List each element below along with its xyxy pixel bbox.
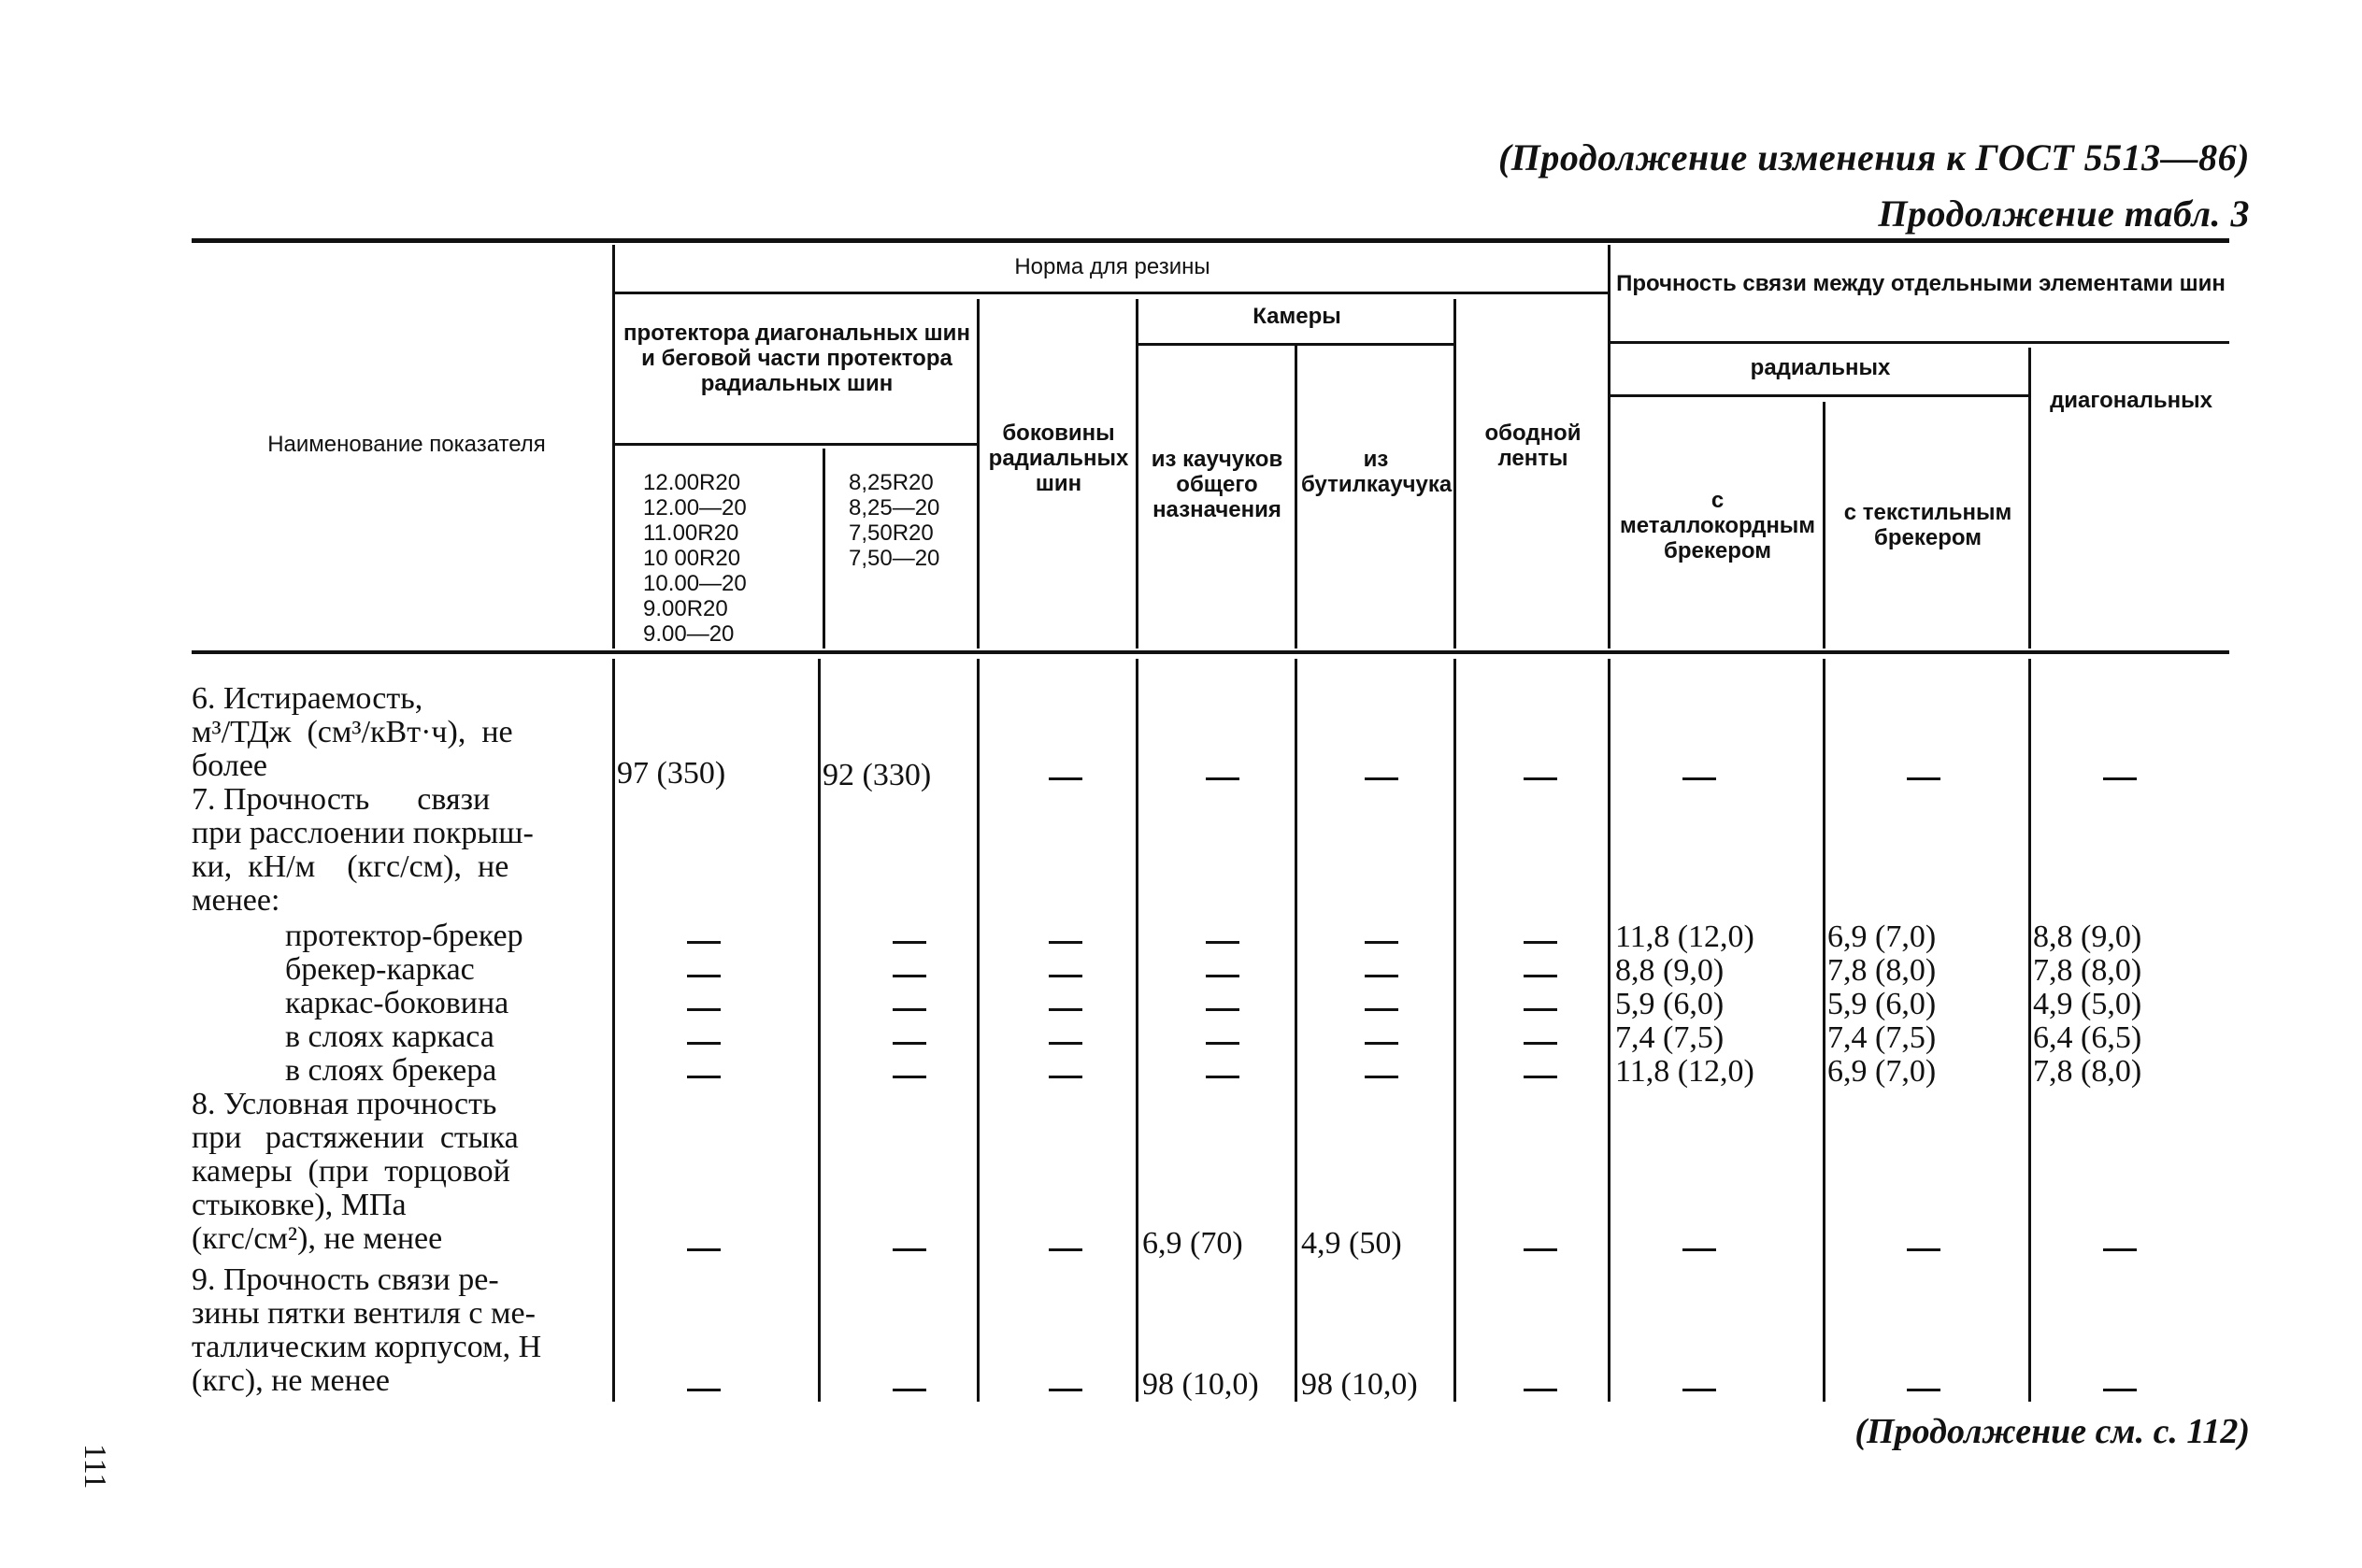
body-divider (2028, 659, 2031, 1402)
row-7-diag-4: 6,4 (6,5) (2033, 1020, 2142, 1055)
tread-sizes-group-a: 12.00R20 12.00—20 11.00R20 10 00R20 10.00—20 9.00R20 9.00—20 (643, 470, 747, 647)
row-7-diag-2: 7,8 (8,0) (2033, 953, 2142, 988)
row-9-dash (1049, 1389, 1082, 1391)
header-bottom-rule (192, 650, 2229, 654)
header-divider (1136, 299, 1138, 649)
row-7-dash (1524, 941, 1557, 944)
row-7-dash (1049, 1042, 1082, 1045)
row-7-dash (1049, 1076, 1082, 1078)
tread-sizes-group-b: 8,25R20 8,25—20 7,50R20 7,50—20 (849, 470, 940, 571)
body-divider (818, 659, 821, 1402)
column-header-rim-tape: ободной ленты (1484, 421, 1582, 471)
row-8-dash (1682, 1248, 1716, 1251)
row-6-dash (1524, 777, 1557, 780)
row-7-dash (687, 1008, 721, 1011)
row-6-dash (1365, 777, 1398, 780)
row-7-dash (1524, 1076, 1557, 1078)
row-9-tube-butyl-value: 98 (10,0) (1301, 1367, 1418, 1402)
row-6-tread-b-value: 92 (330) (823, 758, 932, 792)
group-header-strength: Прочность связи между отдельными элементами шин (1616, 271, 2226, 296)
row-7-dash (1365, 941, 1398, 944)
group-header-norm: Норма для резины (1014, 254, 1210, 279)
header-divider (1295, 346, 1297, 649)
row-7-dash (1365, 1008, 1398, 1011)
row-6-dash (1049, 777, 1082, 780)
header-divider (977, 299, 980, 649)
body-divider (1136, 659, 1138, 1402)
body-divider (1453, 659, 1456, 1402)
row-9-indicator: 9. Прочность связи ре- зины пятки вентиля с ме- таллическим корпусом, Н (кгс), не менее (192, 1262, 542, 1398)
column-header-tubes: Камеры (1253, 304, 1341, 329)
row-7-dash (1524, 1008, 1557, 1011)
row-7-textile-5: 6,9 (7,0) (1827, 1054, 1937, 1089)
row-7-dash (1206, 941, 1239, 944)
row-7-dash (1365, 1076, 1398, 1078)
row-7-dash (687, 1076, 721, 1078)
row-7-dash (1365, 975, 1398, 977)
row-7-dash (893, 941, 926, 944)
column-header-tread: протектора диагональных шин и беговой части протектора радиальных шин (623, 321, 970, 396)
row-7-metal-3: 5,9 (6,0) (1615, 987, 1725, 1021)
document-title: (Продолжение изменения к ГОСТ 5513—86) (1497, 136, 2250, 178)
header-hline (614, 292, 1608, 294)
row-8-tube-butyl-value: 4,9 (50) (1301, 1226, 1402, 1261)
row-7-textile-2: 7,8 (8,0) (1827, 953, 1937, 988)
row-9-dash (1524, 1389, 1557, 1391)
body-divider (612, 659, 615, 1402)
row-6-dash (1206, 777, 1239, 780)
row-7-sub-4: в слоях каркаса (285, 1019, 494, 1054)
row-8-tube-general-value: 6,9 (70) (1142, 1226, 1243, 1261)
row-9-tube-general-value: 98 (10,0) (1142, 1367, 1259, 1402)
row-7-indicator: 7. Прочность связи при расслоении покрыш- ки, кН/м (кгс/см), не менее: (192, 782, 534, 918)
row-7-dash (1206, 1076, 1239, 1078)
header-divider (1453, 299, 1456, 649)
table-top-rule (192, 238, 2229, 243)
column-header-metal-breaker: с металлокордным брекером (1619, 488, 1816, 563)
row-7-metal-2: 8,8 (9,0) (1615, 953, 1725, 988)
row-7-dash (687, 1042, 721, 1045)
row-7-dash (1206, 1008, 1239, 1011)
header-divider (823, 449, 825, 649)
row-9-dash (1682, 1389, 1716, 1391)
row-7-metal-4: 7,4 (7,5) (1615, 1020, 1725, 1055)
row-9-dash (687, 1389, 721, 1391)
row-7-dash (1206, 1042, 1239, 1045)
column-header-indicator: Наименование показателя (267, 432, 546, 457)
page-number: 111 (78, 1444, 112, 1490)
row-7-dash (1049, 1008, 1082, 1011)
row-6-indicator: 6. Истираемость, м³/ТДж (см³/кВт·ч), не более (192, 681, 513, 783)
row-7-diag-1: 8,8 (9,0) (2033, 919, 2142, 954)
row-7-sub-1: протектор-брекер (285, 919, 523, 953)
row-7-dash (687, 975, 721, 977)
continued-note: (Продолжение см. с. 112) (1854, 1412, 2250, 1451)
row-7-dash (1049, 975, 1082, 977)
row-7-textile-3: 5,9 (6,0) (1827, 987, 1937, 1021)
row-8-dash (2103, 1248, 2137, 1251)
row-7-dash (687, 941, 721, 944)
row-7-sub-3: каркас-боковина (285, 986, 509, 1020)
column-header-radial: радиальных (1750, 355, 1891, 380)
header-hline (614, 443, 977, 446)
row-9-dash (2103, 1389, 2137, 1391)
column-header-diagonal: диагональных (2050, 388, 2212, 413)
row-8-dash (893, 1248, 926, 1251)
row-7-dash (1524, 975, 1557, 977)
row-7-dash (1049, 941, 1082, 944)
row-8-dash (1524, 1248, 1557, 1251)
header-divider (2028, 348, 2031, 649)
row-7-dash (893, 975, 926, 977)
row-8-dash (687, 1248, 721, 1251)
column-header-tube-general: из каучуков общего назначения (1151, 447, 1283, 522)
row-6-tread-a-value: 97 (350) (617, 756, 726, 791)
row-7-dash (893, 1076, 926, 1078)
row-8-dash (1049, 1248, 1082, 1251)
row-7-textile-4: 7,4 (7,5) (1827, 1020, 1937, 1055)
header-divider (1608, 245, 1610, 649)
row-7-diag-3: 4,9 (5,0) (2033, 987, 2142, 1021)
header-divider (612, 245, 615, 649)
header-hline (1138, 343, 1453, 346)
row-7-textile-1: 6,9 (7,0) (1827, 919, 1937, 954)
row-7-dash (1524, 1042, 1557, 1045)
row-9-dash (893, 1389, 926, 1391)
row-7-dash (893, 1042, 926, 1045)
column-header-sidewall: боковины радиальных шин (988, 421, 1129, 496)
row-7-diag-5: 7,8 (8,0) (2033, 1054, 2142, 1089)
row-7-metal-5: 11,8 (12,0) (1615, 1054, 1754, 1089)
row-7-metal-1: 11,8 (12,0) (1615, 919, 1754, 954)
row-8-indicator: 8. Условная прочность при растяжении стыка камеры (при торцовой стыковке), МПа (кгс/см²), не менее (192, 1087, 519, 1256)
column-header-textile-breaker: с текстильным брекером (1843, 500, 2012, 550)
row-7-dash (1206, 975, 1239, 977)
row-7-dash (893, 1008, 926, 1011)
header-divider (1823, 402, 1825, 649)
row-6-dash (1907, 777, 1940, 780)
body-divider (1295, 659, 1297, 1402)
row-6-dash (2103, 777, 2137, 780)
row-7-sub-5: в слоях брекера (285, 1053, 497, 1088)
body-divider (1823, 659, 1825, 1402)
body-divider (1608, 659, 1610, 1402)
row-9-dash (1907, 1389, 1940, 1391)
body-divider (977, 659, 980, 1402)
table-continuation-label: Продолжение табл. 3 (1878, 192, 2250, 235)
header-hline (1610, 394, 2028, 397)
row-7-sub-2: брекер-каркас (285, 952, 475, 987)
header-hline (1610, 341, 2229, 344)
column-header-tube-butyl: из бутилкаучука (1301, 447, 1453, 497)
row-7-dash (1365, 1042, 1398, 1045)
row-8-dash (1907, 1248, 1940, 1251)
row-6-dash (1682, 777, 1716, 780)
